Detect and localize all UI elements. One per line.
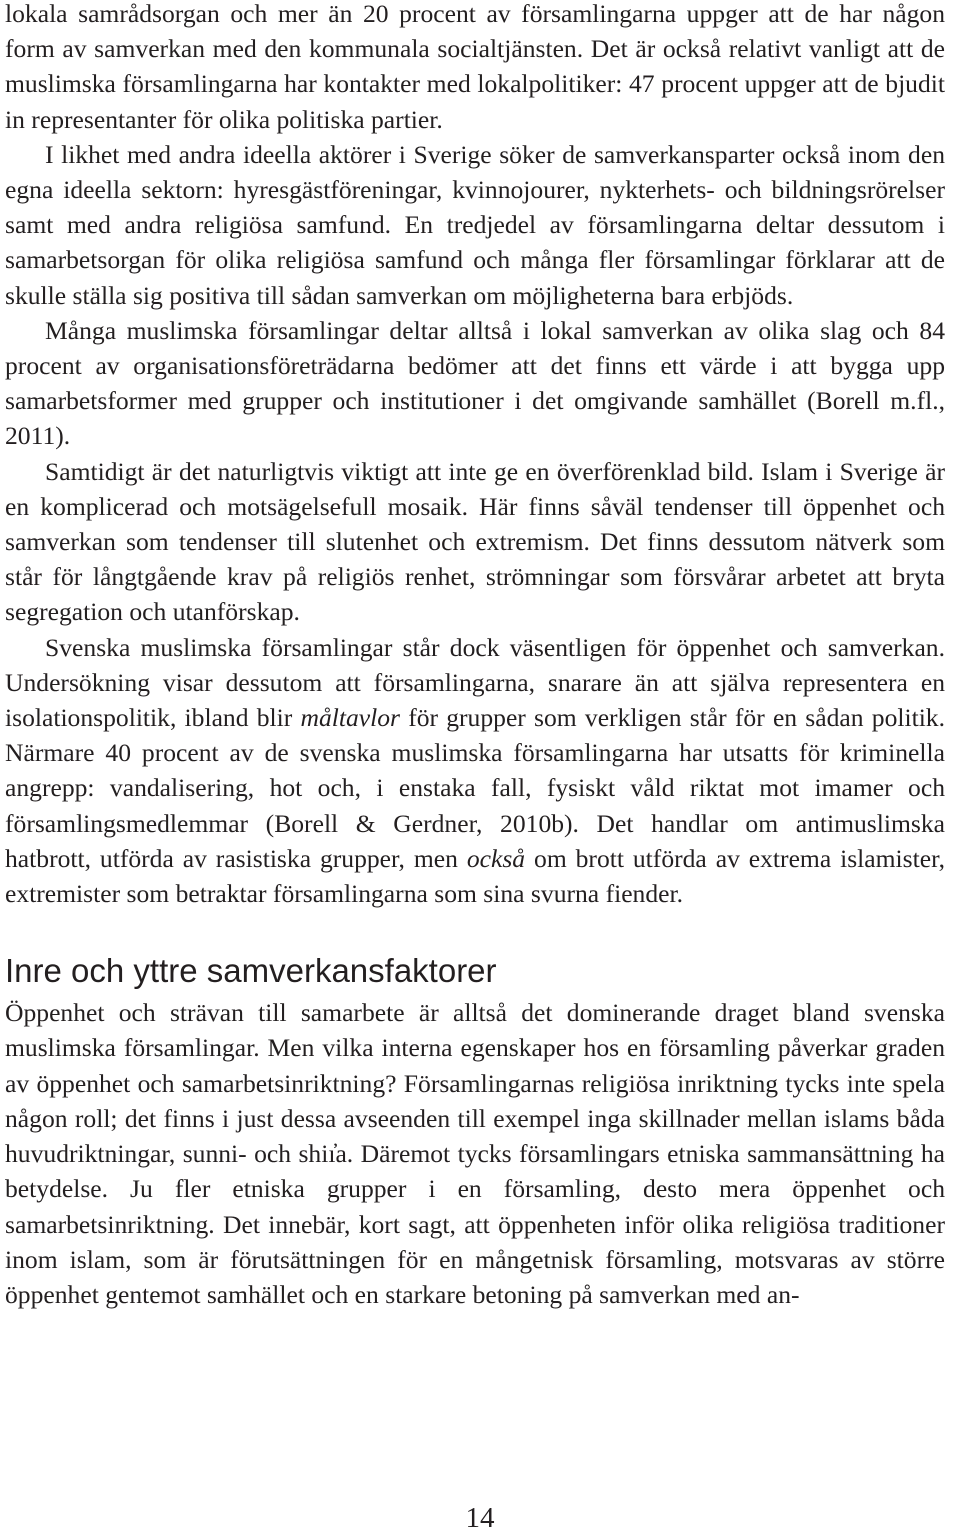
body-paragraph: Många muslimska församlingar deltar alltså i lokal samverkan av olika slag och 84 procent av organisationsföreträdarna bedömer att det finns ett värde i att bygga upp samarbetsformer med grupper och institutioner i det omgivande samhället (Borell m.fl., 2011). — [5, 315, 945, 451]
body-paragraph: I likhet med andra ideella aktörer i Sverige söker de samverkansparter också inom den egna ideella sektorn: hyresgästföreningar, kvinnojourer, nykterhets- och bildningsrörelser samt med andra religiösa samfund. En tredjedel av församlingarna deltar dessutom i samarbetsorgan för olika religiösa samfund och många fler församlingar förklarar att de skulle ställa sig positiva till sådan samverkan om möjligheterna bara erbjöds. — [5, 139, 945, 310]
emphasis-text: måltavlor — [300, 703, 400, 733]
body-paragraph — [5, 630, 945, 912]
page-body — [5, 0, 945, 1312]
text-run: om brott utförda av extrema islamister, extremister som betraktar församlingarna som sina svurna fiender. — [5, 843, 945, 909]
body-paragraph: Öppenhet och strävan till samarbete är alltså det dominerande draget bland svenska muslimska församlingar. Men vilka interna egenskaper hos en församling påverkar graden av öppenhet och samarbetsinriktning? Församlingarnas religiösa inriktning tycks inte spela någon roll; det finns i just dessa avseenden till exempel inga skillnader mellan islams båda huvudriktningar, sunni- och shiı̓a. Däremot tycks församlingars etniska sammansättning ha betydelse. Ju fler etniska grupper i en församling, desto mera öppenhet och samarbetsinriktning. Det innebär, kort sagt, att öppenheten inför olika religiösa traditioner inom islam, som är förutsättningen för en mångetnisk församling, motsvaras av större öppenhet gentemot samhället och en starkare betoning på samverkan med an- — [5, 998, 945, 1309]
text-run: för grupper som verkligen står för en sådan politik. Närmare 40 procent av de svenska muslimska församlingarna har utsatts för kriminella angrepp: vandalisering, hot och, i enstaka fall, fysiskt våld riktat mot imamer och församlingsmedlemmar (Borell & Gerdner, 2010b). Det handlar om antimuslimska hatbrott, utförda av rasistiska grupper, men — [5, 703, 946, 873]
section-heading: Inre och yttre samverkansfaktorer — [5, 952, 497, 990]
text-run: Svenska muslimska församlingar står dock väsentligen för öppenhet och samverkan. Undersökning visar dessutom att församlingarna, snarare än att själva representera en isolationspolitik, ibland blir — [5, 632, 945, 733]
page-number: 14 — [465, 1502, 495, 1534]
body-paragraph: lokala samrådsorgan och mer än 20 procent av församlingarna uppger att de har någon form av samverkan med den kommunala socialtjänsten. Det är också relativt vanligt att de muslimska församlingarna har kontakter med lokalpolitiker: 47 procent uppger att de bjudit in representanter för olika politiska partier. — [5, 0, 945, 134]
body-paragraph: Samtidigt är det naturligtvis viktigt att inte ge en överförenklad bild. Islam i Sverige är en komplicerad och motsägelsefull mosaik. Här finns såväl tendenser till öppenhet och samverkan som tendenser till slutenhet och extremism. Det finns dessutom nätverk som står för långtgående krav på religiös renhet, strömningar som försvårar arbetet att bryta segregation och utanförskap. — [5, 456, 945, 627]
emphasis-text: också — [466, 843, 526, 873]
